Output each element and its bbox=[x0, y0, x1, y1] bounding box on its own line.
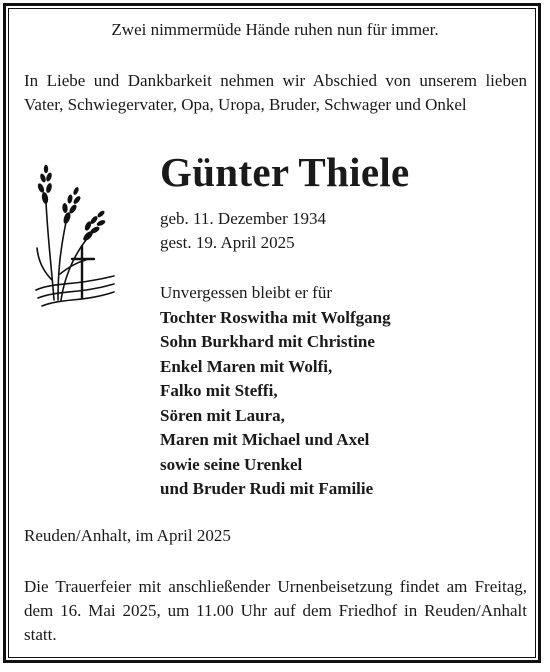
mourners-heading: Unvergessen bleibt er für bbox=[160, 283, 332, 302]
mourner-line: Sören mit Laura, bbox=[160, 405, 285, 425]
mourners-list bbox=[160, 281, 391, 502]
motto: Zwei nimmermüde Hände ruhen nun für immer. bbox=[111, 20, 439, 39]
birth-date: geb. 11. Dezember 1934 bbox=[160, 209, 327, 228]
mourner-line: sowie seine Urenkel bbox=[160, 454, 303, 474]
mourner-line: Enkel Maren mit Wolfi, bbox=[160, 356, 333, 376]
mourner-line: Falko mit Steffi, bbox=[160, 381, 278, 400]
life-dates bbox=[160, 207, 326, 255]
mourner-line: Tochter Roswitha mit Wolfgang bbox=[160, 307, 391, 327]
mourner-line: Sohn Burkhard mit Christine bbox=[160, 332, 375, 351]
mourner-line: Maren mit Michael und Axel bbox=[160, 430, 370, 449]
intro-text: In Liebe und Dankbarkeit nehmen wir Abschied von unserem lieben Vater, Schwiegervater, Opa, Uropa, Bruder, Schwager und Onkel bbox=[24, 71, 527, 114]
death-date: gest. 19. April 2025 bbox=[160, 233, 295, 252]
funeral-service-text: Die Trauerfeier mit anschließender Urnenbeisetzung findet am Freitag, dem 16. Mai 2025, um 11.00 Uhr auf dem Friedhof in Reuden/Anhalt statt. bbox=[24, 577, 527, 644]
mourner-line: und Bruder Rudi mit Familie bbox=[160, 479, 374, 498]
place-and-date: Reuden/Anhalt, im April 2025 bbox=[24, 526, 231, 545]
wheat-and-cross-icon bbox=[34, 162, 116, 310]
deceased-name: Günter Thiele bbox=[160, 149, 410, 195]
